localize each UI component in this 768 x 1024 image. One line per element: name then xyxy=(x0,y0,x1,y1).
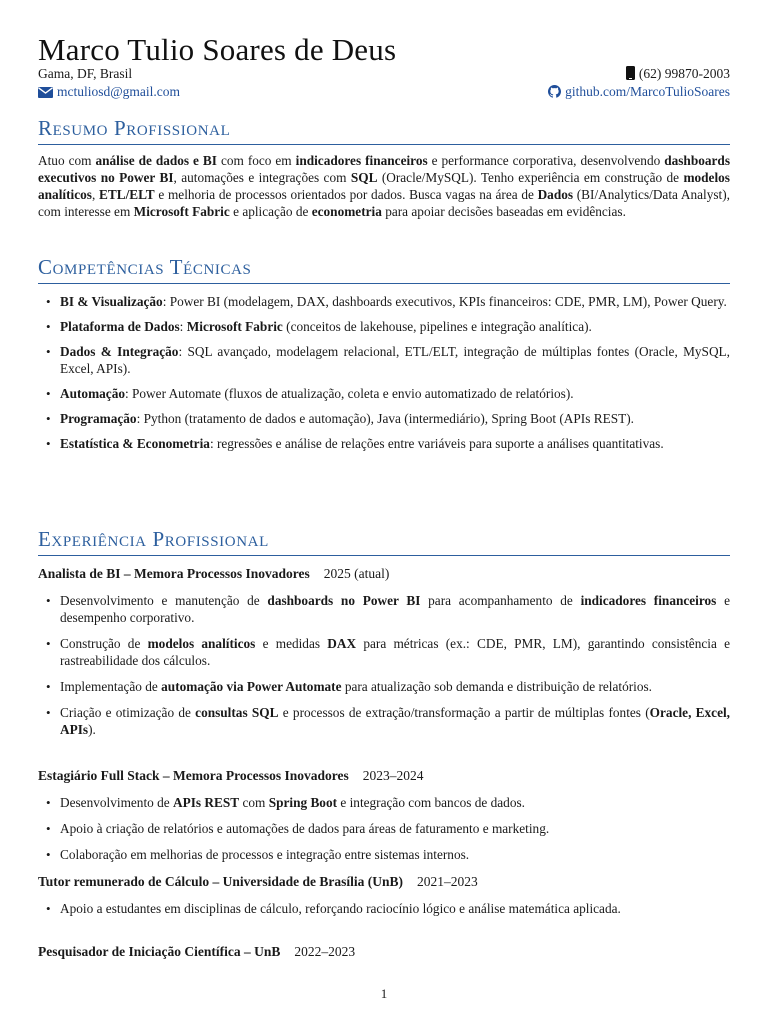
skill-label: Estatística & Econometria xyxy=(60,436,210,451)
summary-highlight: SQL xyxy=(350,170,378,186)
job-heading xyxy=(38,566,389,582)
skill-item xyxy=(38,385,730,402)
skills-list xyxy=(38,293,730,460)
skill-text: : Python (tratamento de dados e automação), Java (intermediário), Spring Boot (APIs REST). xyxy=(136,411,634,426)
summary-text: e melhoria de processos orientados por dados. Busca vagas na área de xyxy=(154,187,538,203)
job-title: Tutor remunerado de Cálculo – Universidade de Brasília (UnB) xyxy=(38,874,404,889)
skill-text: : Power BI (modelagem, DAX, dashboards executivos, KPIs financeiros: CDE, PMR, LM), Power Query. xyxy=(162,294,727,309)
bullet-text: Criação e otimização de xyxy=(60,705,196,720)
section-title-competencias: Competências Técnicas xyxy=(38,255,252,279)
bullet-text: para métricas (ex.: CDE, PMR, LM), garantindo consistência e rastreabilidade dos cálculos. xyxy=(60,636,730,668)
bullet-text: Apoio a estudantes em disciplinas de cálculo, reforçando raciocínio lógico e análise matemática aplicada. xyxy=(60,901,621,916)
summary-highlight: análise de dados e BI xyxy=(95,153,217,168)
bullet-text: ). xyxy=(88,722,96,737)
skill-text: : Power Automate (fluxos de atualização, coleta e envio automatizado de relatórios). xyxy=(125,386,574,401)
job-heading xyxy=(38,768,423,784)
job-heading xyxy=(38,874,478,890)
job-bullets xyxy=(38,794,730,872)
job-dates: 2021–2023 xyxy=(417,874,478,889)
bullet-text: com xyxy=(239,795,269,810)
skill-label: Programação xyxy=(60,411,137,426)
summary-text: com foco em xyxy=(216,153,296,168)
section-experiencia xyxy=(38,527,730,556)
skill-label: Automação xyxy=(60,386,125,401)
job-dates: 2023–2024 xyxy=(362,768,424,783)
bullet-text: Desenvolvimento de xyxy=(60,795,173,810)
job-bullet xyxy=(38,820,730,837)
job-bullet xyxy=(38,900,730,917)
skill-text: (conceitos de lakehouse, pipelines e integração analítica). xyxy=(282,319,592,334)
summary-highlight: ETL/ELT xyxy=(98,187,155,203)
skill-item xyxy=(38,435,730,452)
job-bullets xyxy=(38,592,730,747)
skill-item xyxy=(38,410,730,427)
summary-highlight: econometria xyxy=(311,204,382,220)
summary-text: , xyxy=(91,187,99,203)
github-icon xyxy=(548,85,561,98)
phone xyxy=(626,65,730,83)
section-resumo xyxy=(38,116,730,145)
bullet-text: e processos de extração/transformação a partir de múltiplas fontes ( xyxy=(278,705,650,720)
phone-icon xyxy=(626,66,635,80)
job-title: Analista de BI – Memora Processos Inovadores xyxy=(38,566,310,581)
skill-text: : regressões e análise de relações entre variáveis para suporte a análises quantitativas. xyxy=(209,436,664,451)
bullet-text: e medidas xyxy=(255,636,328,651)
summary-text: e aplicação de xyxy=(229,204,312,220)
bullet-text: Construção de xyxy=(60,636,148,651)
summary-text: (Oracle/MySQL). Tenho experiência em construção de xyxy=(377,170,684,186)
job-dates: 2022–2023 xyxy=(294,944,356,959)
bullet-text: e integração com bancos de dados. xyxy=(337,795,525,810)
summary-text: e performance corporativa, desenvolvendo xyxy=(427,153,665,168)
section-title-experiencia: Experiência Profissional xyxy=(38,527,269,551)
summary-text: Atuo com xyxy=(38,153,96,168)
bullet-text: Desenvolvimento e manutenção de xyxy=(60,593,268,608)
github-link[interactable] xyxy=(548,83,730,101)
job-bullet xyxy=(38,794,730,811)
bullet-highlight: modelos analíticos xyxy=(147,636,256,651)
location: Gama, DF, Brasil xyxy=(38,66,133,81)
section-title-resumo: Resumo Profissional xyxy=(38,116,231,140)
bullet-highlight: Oracle, Excel, APIs xyxy=(60,705,730,737)
job-bullet xyxy=(38,846,730,863)
skill-highlight: Microsoft Fabric xyxy=(186,319,283,334)
email-text[interactable]: mctuliosd@gmail.com xyxy=(57,84,181,99)
envelope-icon xyxy=(38,87,53,98)
skill-item xyxy=(38,293,730,310)
job-bullets xyxy=(38,900,730,926)
summary-highlight: Microsoft Fabric xyxy=(133,204,230,220)
job-dates: 2025 (atual) xyxy=(323,566,390,581)
summary-text: (BI/Analytics/Data Analyst), com interesse em xyxy=(38,187,730,220)
summary-text: para apoiar decisões baseadas em evidências. xyxy=(381,204,626,220)
summary-paragraph xyxy=(38,152,730,220)
github-text[interactable]: github.com/MarcoTulioSoares xyxy=(565,84,730,99)
skill-item xyxy=(38,343,730,377)
job-bullet xyxy=(38,592,730,626)
skill-text: : xyxy=(179,319,187,334)
page-number: 1 xyxy=(380,986,388,1001)
bullet-text: Implementação de xyxy=(60,679,162,694)
skill-text: : SQL avançado, modelagem relacional, ETL/ELT, integração de múltiplas fontes (Oracle, MySQL, Excel, APIs). xyxy=(60,344,731,376)
summary-text: , automações e integrações com xyxy=(173,170,351,186)
bullet-highlight: consultas SQL xyxy=(195,705,279,720)
bullet-highlight: APIs REST xyxy=(173,795,240,810)
phone-text: (62) 99870-2003 xyxy=(638,66,730,81)
candidate-name: Marco Tulio Soares de Deus xyxy=(38,32,397,67)
bullet-highlight: dashboards no Power BI xyxy=(267,593,421,608)
summary-highlight: dashboards executivos no Power BI xyxy=(38,153,730,186)
summary-highlight: modelos analíticos xyxy=(38,170,730,203)
job-title: Estagiário Full Stack – Memora Processos Inovadores xyxy=(38,768,349,783)
summary-highlight: Dados xyxy=(537,187,574,203)
job-bullet xyxy=(38,704,730,738)
bullet-text: Colaboração em melhorias de processos e integração entre sistemas internos. xyxy=(60,847,470,862)
bullet-text: para acompanhamento de xyxy=(420,593,581,608)
email-link[interactable] xyxy=(38,83,180,101)
section-competencias xyxy=(38,255,730,284)
bullet-highlight: automação via Power Automate xyxy=(161,679,342,694)
job-heading xyxy=(38,944,355,960)
summary-highlight: indicadores financeiros xyxy=(295,153,428,168)
skill-label: BI & Visualização xyxy=(60,294,163,309)
skill-item xyxy=(38,318,730,335)
skill-label: Plataforma de Dados xyxy=(60,319,180,334)
bullet-text: Apoio à criação de relatórios e automações de dados para áreas de faturamento e marketing. xyxy=(60,821,550,836)
skill-label: Dados & Integração xyxy=(60,344,179,359)
bullet-text: e desempenho corporativo. xyxy=(60,593,730,625)
bullet-text: para atualização sob demanda e distribuição de relatórios. xyxy=(341,679,652,694)
bullet-highlight: DAX xyxy=(327,636,357,651)
bullet-highlight: Spring Boot xyxy=(268,795,338,810)
job-bullet xyxy=(38,635,730,669)
job-title: Pesquisador de Iniciação Científica – UnB xyxy=(38,944,281,959)
bullet-highlight: indicadores financeiros xyxy=(580,593,717,608)
job-bullet xyxy=(38,678,730,695)
